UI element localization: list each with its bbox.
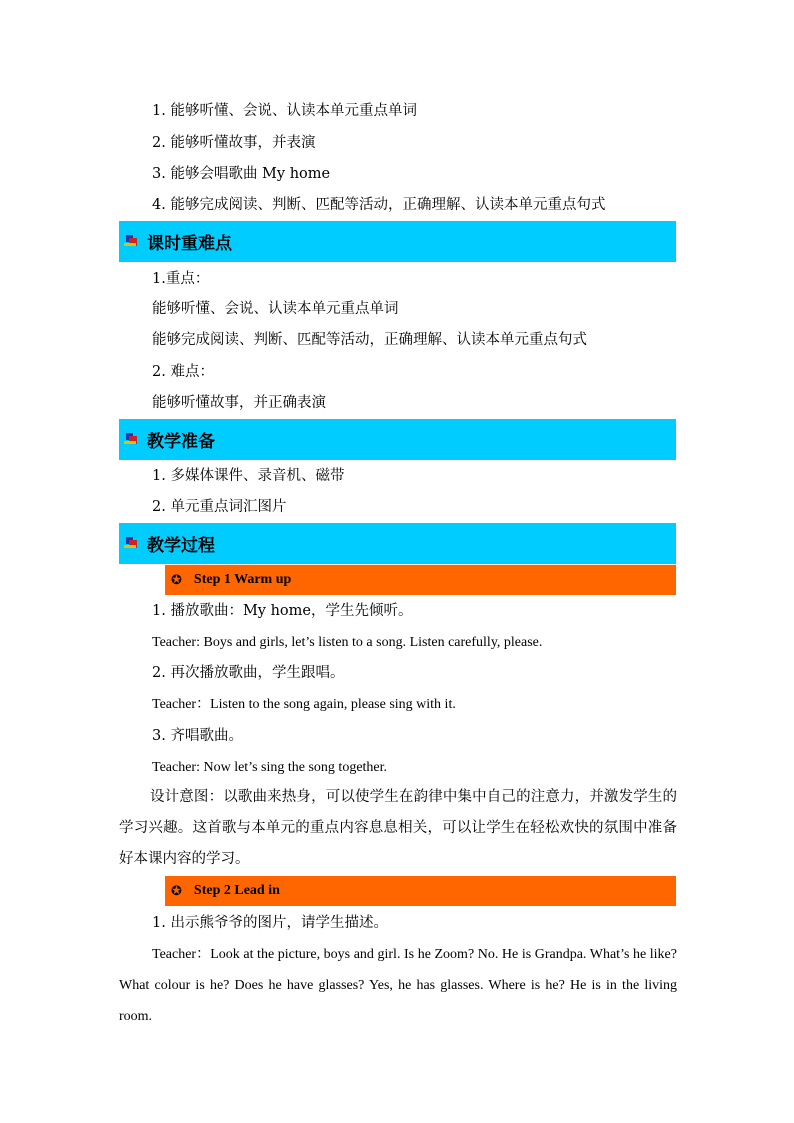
book-icon (123, 432, 139, 448)
section-header-prep (119, 419, 676, 460)
goal-1: 1. 能够听懂、会说、认读本单元重点单词 (152, 103, 417, 119)
teacher-paragraph: Teacher：Look at the picture, boys and girl. Is he Zoom? No. He is Grandpa. What’s he like? What colour is he? Does he have glasses? Yes, he has glasses. Where is he? He is in the living room. (119, 947, 677, 1024)
goal-4: 4. 能够完成阅读、判断、匹配等活动，正确理解、认读本单元重点句式 (152, 197, 606, 213)
keypoints-line-3: 能够完成阅读、判断、匹配等活动，正确理解、认读本单元重点句式 (152, 332, 587, 348)
section-header-keypoints (119, 221, 676, 262)
section-title: 教学准备 (147, 432, 215, 452)
star-icon: ✪ (171, 572, 182, 588)
step-header-2 (165, 876, 676, 906)
section-title: 教学过程 (147, 536, 215, 556)
keypoints-line-5: 能够听懂故事，并正确表演 (152, 395, 326, 411)
step1-line-4: Teacher：Listen to the song again, please sing with it. (152, 697, 456, 712)
step-title: Step 2 Lead in (193, 883, 280, 898)
section-header-process (119, 523, 676, 564)
step1-line-6: Teacher: Now let’s sing the song together. (152, 760, 388, 775)
book-icon (123, 234, 139, 250)
keypoints-line-1: 1.重点： (152, 271, 210, 287)
design-intent-paragraph: 设计意图：以歌曲来热身，可以使学生在韵律中集中自己的注意力，并激发学生的学习兴趣。这首歌与本单元的重点内容息息相关，可以让学生在轻松欢快的氛围中准备好本课内容的学习。 (119, 789, 677, 867)
prep-line-1: 1. 多媒体课件、录音机、磁带 (152, 468, 345, 484)
step1-line-2: Teacher: Boys and girls, let’s listen to a song. Listen carefully, please. (152, 635, 543, 650)
goal-2: 2. 能够听懂故事，并表演 (152, 135, 316, 151)
star-icon: ✪ (171, 883, 182, 899)
step2-line-1: 1. 出示熊爷爷的图片，请学生描述。 (152, 915, 388, 931)
step-title: Step 1 Warm up (193, 572, 292, 587)
step1-line-1: 1. 播放歌曲：My home，学生先倾听。 (152, 603, 413, 619)
step1-line-3: 2. 再次播放歌曲，学生跟唱。 (152, 665, 345, 681)
keypoints-line-2: 能够听懂、会说、认读本单元重点单词 (152, 301, 399, 317)
keypoints-line-4: 2. 难点： (152, 364, 214, 380)
goal-3: 3. 能够会唱歌曲 My home (152, 166, 331, 182)
step-header-1 (165, 565, 676, 595)
book-icon (123, 536, 139, 552)
section-title: 课时重难点 (147, 234, 232, 254)
prep-line-2: 2. 单元重点词汇图片 (152, 499, 287, 515)
step1-line-5: 3. 齐唱歌曲。 (152, 728, 243, 744)
